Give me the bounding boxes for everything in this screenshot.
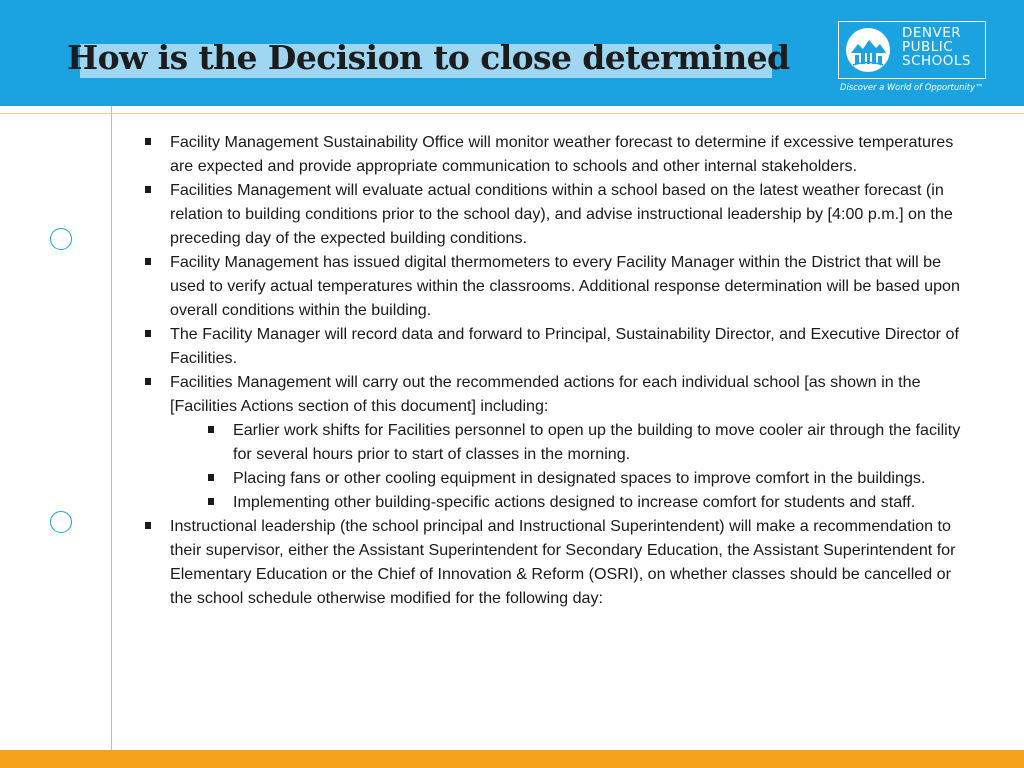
bullet-item	[143, 130, 963, 178]
sub-bullet-item	[206, 466, 963, 490]
sub-bullet-text: Earlier work shifts for Facilities personnel to open up the building to move cooler air through the facility for several hours prior to start of classes in the morning.	[233, 421, 961, 463]
bullet-item	[143, 322, 963, 370]
bullet-text: Facility Management has issued digital thermometers to every Facility Manager within the District that will be used to verify actual temperatures within the classrooms. Additional response determination will be based upon overall conditions within the building.	[170, 253, 960, 319]
sub-bullet-text: Placing fans or other cooling equipment in designated spaces to improve comfort in the buildings.	[233, 469, 926, 487]
footer-bar	[0, 750, 1024, 768]
bullet-text: Instructional leadership (the school principal and Instructional Superintendent) will make a recommendation to their supervisor, either the Assistant Superintendent for Secondary Education, the Assistant Superintendent for Elementary Education or the Chief of Innovation & Reform (OSRI), on whether classes should be cancelled or the school schedule otherwise modified for the following day:	[170, 517, 956, 607]
sub-bullet-item	[206, 418, 963, 466]
bullet-item	[143, 250, 963, 322]
bullet-text: Facilities Management will carry out the recommended actions for each individual school [as shown in the [Facilities Actions section of this document] including:	[170, 373, 921, 415]
logo-word-public: PUBLIC	[902, 39, 954, 55]
bullet-item	[143, 178, 963, 250]
logo-word-denver: DENVER	[902, 25, 962, 41]
sub-bullet-text: Implementing other building-specific actions designed to increase comfort for students and staff.	[233, 493, 916, 511]
margin-line	[111, 106, 112, 750]
bullet-item	[143, 514, 963, 610]
binder-hole-icon	[50, 511, 72, 533]
bullet-text: Facilities Management will evaluate actual conditions within a school based on the latest weather forecast (in relation to building conditions prior to the school day), and advise instructional leadership by [4:00 p.m.] on the preceding day of the expected building conditions.	[170, 181, 953, 247]
sub-bullet-item	[206, 490, 963, 514]
header-divider	[0, 113, 1024, 114]
bullet-text: The Facility Manager will record data and forward to Principal, Sustainability Director, and Executive Director of Facilities.	[170, 325, 959, 367]
logo-word-schools: SCHOOLS	[902, 53, 971, 69]
page-title: How is the Decision to close determined	[67, 38, 790, 77]
logo-tagline: Discover a World of Opportunity™	[840, 82, 984, 92]
sub-bullet-list	[170, 418, 963, 514]
bullet-text: Facility Management Sustainability Office will monitor weather forecast to determine if excessive temperatures are expected and provide appropriate communication to schools and other internal stakeholders.	[170, 133, 954, 175]
binder-hole-icon	[50, 228, 72, 250]
dps-logo	[838, 21, 988, 85]
bullet-item	[143, 370, 963, 514]
mountain-city-emblem-icon	[845, 27, 891, 73]
bullet-list	[143, 130, 963, 610]
